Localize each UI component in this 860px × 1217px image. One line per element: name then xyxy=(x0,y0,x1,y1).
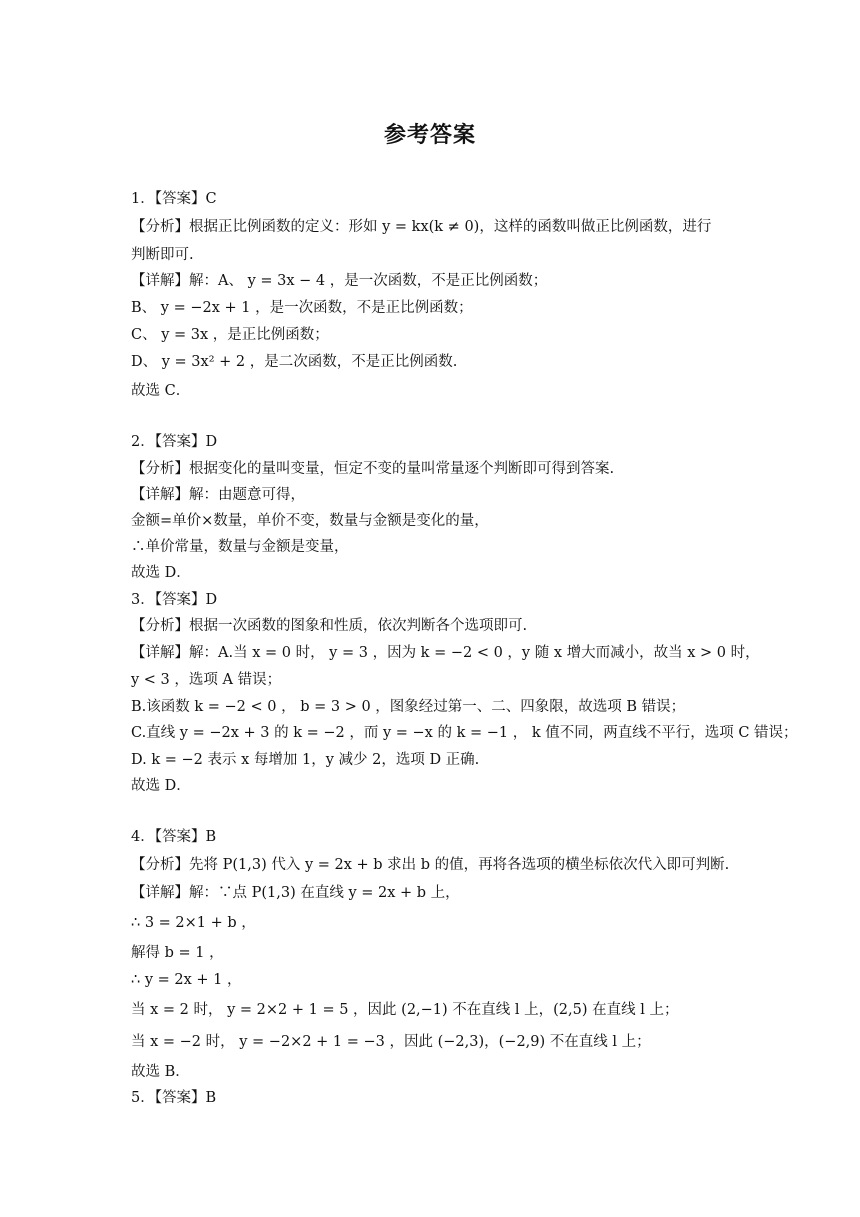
text-line: B、 y = −2x + 1 ，是一次函数，不是正比例函数； xyxy=(131,300,473,316)
text-line: D、 y = 3x² + 2 ，是二次函数，不是正比例函数. xyxy=(131,354,458,370)
text-line: ∴ y = 2x + 1 ， xyxy=(131,972,242,988)
text-line: 故选 D． xyxy=(131,778,191,794)
text-line: 故选 D． xyxy=(131,565,191,581)
text-line: D. k = −2 表示 x 每增加 1，y 减少 2，选项 D 正确. xyxy=(131,752,480,768)
text-line: 【详解】解：A.当 x = 0 时， y = 3 ，因为 k = −2 < 0 ，y 随 x 增大而减小，故当 x > 0 时， xyxy=(131,645,760,661)
text-line: ∴单价常量，数量与金额是变量， xyxy=(131,539,349,555)
text-line: 金额=单价×数量，单价不变，数量与金额是变化的量， xyxy=(131,513,489,529)
text-line: 判断即可. xyxy=(131,247,194,263)
text-line: 故选 B． xyxy=(131,1064,190,1080)
page-title: 参考答案 xyxy=(383,123,476,148)
text-line: 【分析】根据正比例函数的定义：形如 y = kx(k ≠ 0)，这样的函数叫做正比例函数，进行 xyxy=(131,219,712,235)
text-line: 2．【答案】D xyxy=(131,434,218,450)
text-line: 【分析】根据一次函数的图象和性质，依次判断各个选项即可. xyxy=(131,618,528,634)
text-line: 故选 C． xyxy=(131,383,191,399)
text-line: 【详解】解：A、 y = 3x − 4 ，是一次函数，不是正比例函数； xyxy=(131,273,548,289)
text-line: C.直线 y = −2x + 3 的 k = −2 ，而 y = −x 的 k = −1 ， k 值不同，两直线不平行，选项 C 错误； xyxy=(131,725,798,741)
text-line: 解得 b = 1 ， xyxy=(131,945,224,961)
text-line: 【详解】解：由题意可得， xyxy=(131,487,305,503)
text-line: 当 x = 2 时， y = 2×2 + 1 = 5 ，因此 (2,−1) 不在直线 l 上，(2,5) 在直线 l 上； xyxy=(131,1002,679,1018)
text-line: 当 x = −2 时， y = −2×2 + 1 = −3 ，因此 (−2,3)，(−2,9) 不在直线 l 上； xyxy=(131,1034,651,1050)
text-line: 【分析】先将 P(1,3) 代入 y = 2x + b 求出 b 的值，再将各选项的横坐标依次代入即可判断. xyxy=(131,857,730,873)
text-line: y < 3 ，选项 A 错误； xyxy=(131,672,282,688)
text-line: ∴ 3 = 2×1 + b ， xyxy=(131,915,256,931)
text-line: 【分析】根据变化的量叫变量，恒定不变的量叫常量逐个判断即可得到答案. xyxy=(131,461,615,477)
text-line: C、 y = 3x ，是正比例函数； xyxy=(131,327,329,343)
text-line: 5．【答案】B xyxy=(131,1090,217,1106)
text-line: 1．【答案】C xyxy=(131,191,217,207)
text-line: 3．【答案】D xyxy=(131,592,218,608)
text-line: 4．【答案】B xyxy=(131,829,217,845)
text-line: B.该函数 k = −2 < 0 ， b = 3 > 0 ，图象经过第一、二、四象限，故选项 B 错误； xyxy=(131,699,686,715)
text-line: 【详解】解：∵点 P(1,3) 在直线 y = 2x + b 上， xyxy=(131,885,460,901)
